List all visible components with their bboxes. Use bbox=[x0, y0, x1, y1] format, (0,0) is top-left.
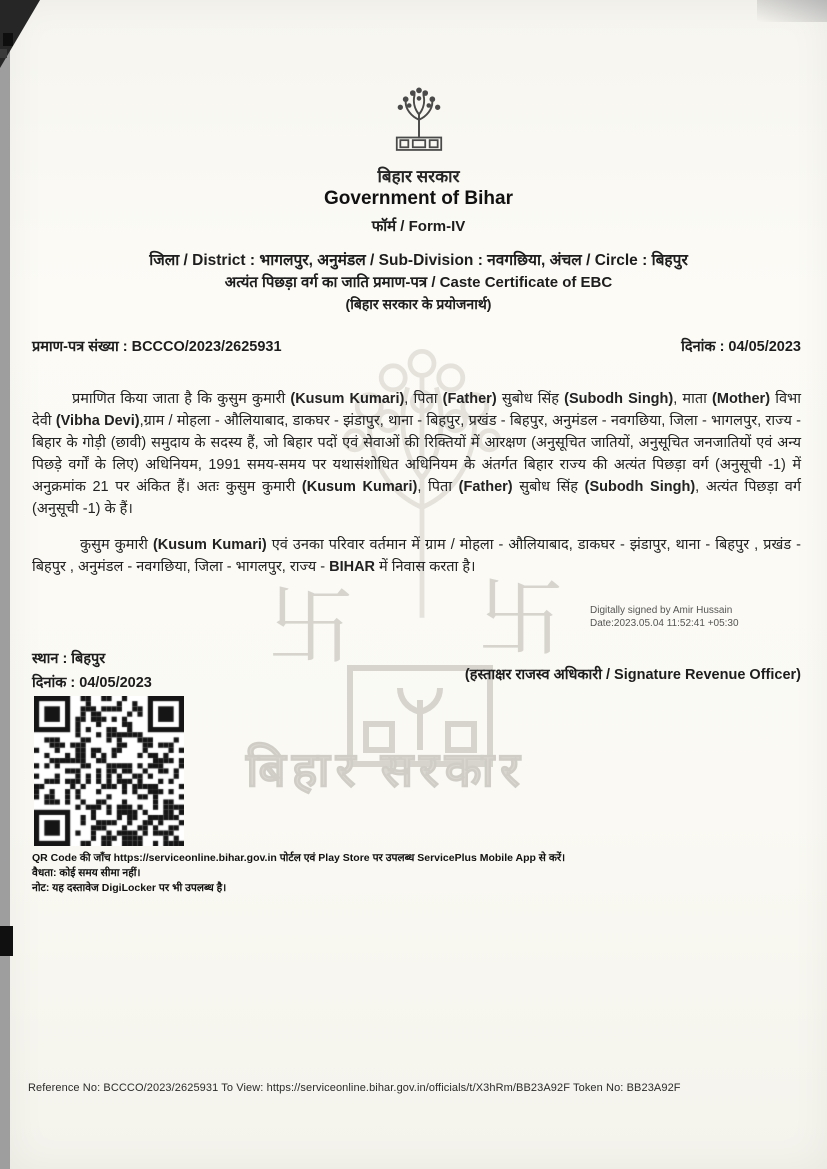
place-line: स्थान : बिहपुर bbox=[32, 651, 106, 667]
scan-artifact-corner-bottom-left bbox=[0, 926, 13, 956]
form-title: फॉर्म / Form-IV bbox=[371, 218, 466, 235]
swastika-watermark-icon: 卐 bbox=[478, 571, 564, 667]
certificate-subtitle: (बिहार सरकार के प्रयोजनार्थ) bbox=[345, 296, 492, 312]
qr-note-validity: वैधता: कोई समय सीमा नहीं। bbox=[32, 867, 141, 879]
digital-signature-note bbox=[590, 604, 815, 630]
scan-artifact-edge-mark bbox=[0, 49, 7, 58]
certificate-paper bbox=[10, 0, 827, 1169]
qr-note-verification: QR Code की जाँच https://serviceonline.bihar.gov.in पोर्टल एवं Play Store पर उपलब्ध ServicePlus Mobile App से करें। bbox=[32, 852, 566, 864]
qr-notes bbox=[32, 851, 565, 896]
footer-reference: Reference No: BCCCO/2023/2625931 To View: https://serviceonline.bihar.gov.in/officials/t/X3hRm/BB23A92F Token No: BB23A92F bbox=[28, 1082, 681, 1094]
scan-artifact-corner-top-right bbox=[757, 0, 827, 22]
issue-date: दिनांक : 04/05/2023 bbox=[681, 339, 801, 355]
org-name-hindi: बिहार सरकार bbox=[377, 167, 460, 186]
bihar-emblem-icon bbox=[10, 84, 827, 164]
scan-artifact-edge-mark bbox=[3, 33, 13, 46]
swastika-watermark-icon: 卐 bbox=[268, 579, 354, 675]
certificate-body-paragraph-2: कुसुम कुमारी (Kusum Kumari) एवं उनका परिवार वर्तमान में ग्राम / मोहला - औलियाबाद, डाकघर - झंडापुर, थाना - बिहपुर , प्रखंड - बिहपुर , अनुमंडल - नवगछिया, जिला - भागलपुर, राज्य - BIHAR में निवास करता है। bbox=[32, 537, 801, 575]
signature-officer-line: (हस्ताक्षर राजस्व अधिकारी / Signature Revenue Officer) bbox=[464, 667, 801, 683]
district-line: जिला / District : भागलपुर, अनुमंडल / Sub-Division : नवगछिया, अंचल / Circle : बिहपुर bbox=[149, 252, 688, 269]
digital-signature-line1: Digitally signed by Amir Hussain bbox=[590, 605, 733, 616]
certificate-number: प्रमाण-पत्र संख्या : BCCCO/2023/2625931 bbox=[32, 339, 282, 355]
signature-date-line: दिनांक : 04/05/2023 bbox=[32, 675, 152, 691]
watermark-text: बिहार सरकार bbox=[246, 744, 526, 797]
qr-code bbox=[34, 696, 184, 846]
certificate-body-paragraph-1: प्रमाणित किया जाता है कि कुसुम कुमारी (Kusum Kumari), पिता (Father) सुबोध सिंह (Subodh Singh), माता (Mother) विभा देवी (Vibha Devi),ग्राम / मोहला - औलियाबाद, डाकघर - झंडापुर, थाना - बिहपुर, प्रखंड - बिहपुर, अनुमंडल - नवगछिया, जिला - भागलपुर, राज्य - बिहार के गोड़ी (छावी) समुदाय के सदस्य हैं, जो बिहार पदों एवं सेवाओं की रिक्तियों में आरक्षण (अनुसूचित जातियों, अनुसूचित जनजातियों एवं अन्य पिछड़े वर्गों के लिए) अधिनियम, 1991 समय-समय पर यथासंशोधित अधिनियम के अंतर्गत बिहार राज्य की अत्यंत पिछड़ा वर्ग (अनुसूची -1) में अनुक्रमांक 21 पर अंकित हैं। अतः कुसुम कुमारी (Kusum Kumari), पिता (Father) सुबोध सिंह (Subodh Singh), अत्यंत पिछड़ा वर्ग (अनुसूची -1) के हैं। bbox=[32, 391, 801, 517]
digital-signature-line2: Date:2023.05.04 11:52:41 +05:30 bbox=[590, 618, 739, 629]
qr-note-digilocker: नोट: यह दस्तावेज DigiLocker पर भी उपलब्ध है। bbox=[32, 882, 227, 894]
certificate-title: अत्यंत पिछड़ा वर्ग का जाति प्रमाण-पत्र / Caste Certificate of EBC bbox=[224, 274, 613, 291]
org-name-english: Government of Bihar bbox=[324, 188, 513, 209]
